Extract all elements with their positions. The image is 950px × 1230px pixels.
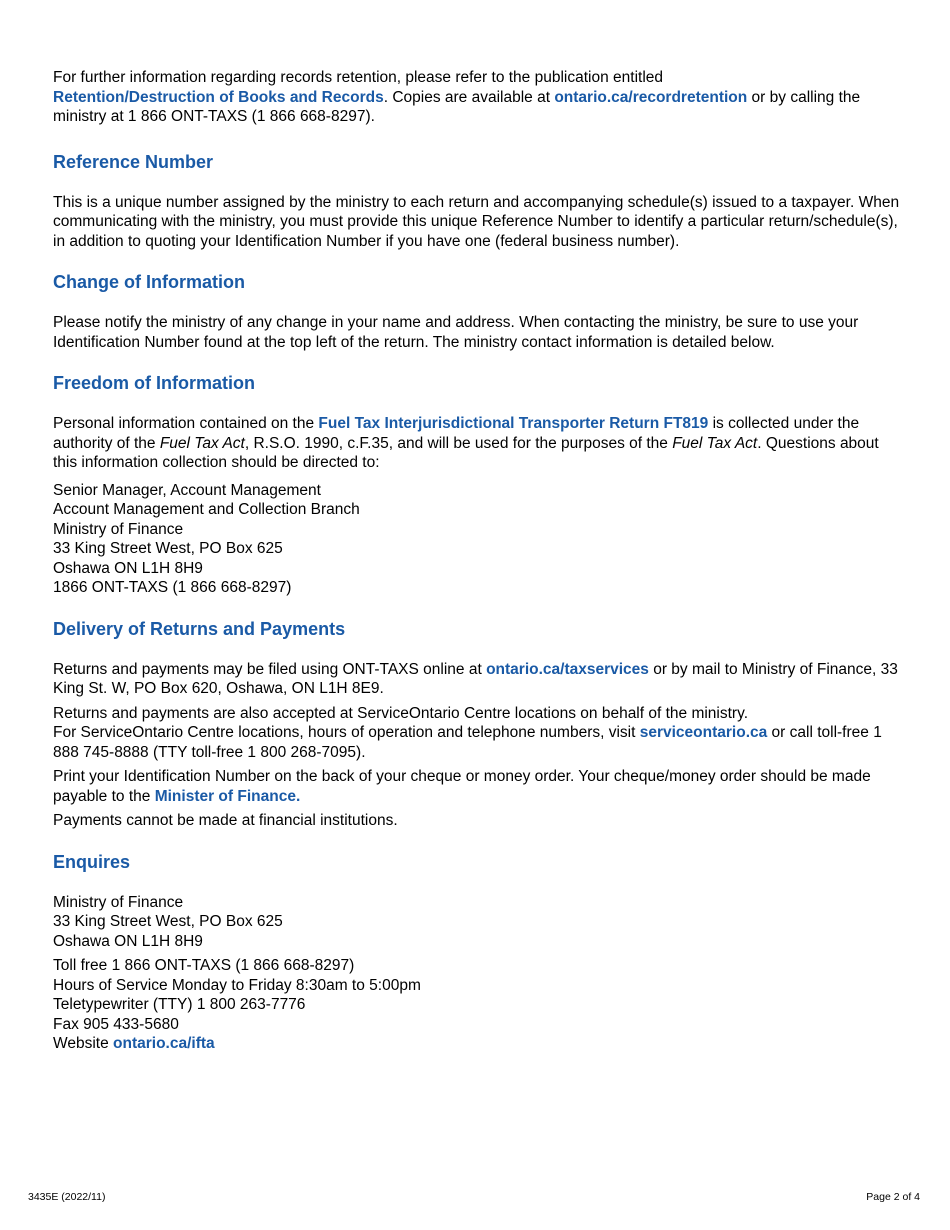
reference-number-body: This is a unique number assigned by the ministry to each return and accompanying schedule(s) issued to a taxpayer. When communicating with the ministry, you must provide this unique Reference Number to identify a particular return/schedule(s), in addition to quoting your Identification Number if you have one (federal business number). [53, 193, 900, 250]
enquires-address-block [53, 893, 903, 952]
change-of-information-body: Please notify the ministry of any change in your name and address. When contacting the ministry, be sure to use your Identification Number found at the top left of the return. The ministry contact information is detailed below. [53, 314, 859, 351]
delivery-paragraph-1 [53, 660, 903, 699]
form-identifier: 3435E (2022/11) [28, 1191, 106, 1203]
address-line: Ministry of Finance [53, 893, 184, 911]
address-line: Senior Manager, Account Management [53, 481, 321, 499]
enquires-contact-block [53, 956, 903, 1054]
address-line: Ministry of Finance [53, 520, 184, 538]
address-line: 33 King Street West, PO Box 625 [53, 913, 283, 930]
enquires-heading: Enquires [53, 851, 131, 872]
delivery-paragraph-3 [53, 767, 903, 806]
contact-line: Toll free 1 866 ONT-TAXS (1 866 668-8297) [53, 957, 355, 974]
minister-of-finance-link[interactable]: Minister of Finance. [154, 787, 301, 805]
foi-text-d: . Questions about this information collection should be directed to: [53, 434, 879, 471]
delivery-visit-text: For ServiceOntario Centre locations, hours of operation and telephone numbers, visit [53, 724, 640, 741]
delivery-cheque-text: Print your Identification Number on the back of your cheque or money order. Your cheque/money order should be made payable to the [53, 768, 871, 805]
foi-text-a: Personal information contained on the [53, 415, 319, 432]
contact-line: Teletypewriter (TTY) 1 800 263-7776 [53, 996, 306, 1013]
delivery-serviceontario-text: Returns and payments are also accepted at ServiceOntario Centre locations on behalf of the ministry. [53, 704, 748, 722]
ft819-return-link[interactable]: Fuel Tax Interjurisdictional Transporter Return FT819 [318, 415, 709, 432]
page-number: Page 2 of 4 [866, 1191, 920, 1203]
ifta-website-link[interactable]: ontario.ca/ifta [113, 1035, 215, 1052]
foi-paragraph [53, 414, 903, 473]
reference-number-heading: Reference Number [53, 151, 214, 172]
address-line: Oshawa ON L1H 8H9 [53, 559, 203, 577]
foi-text-c: , R.S.O. 1990, c.F.35, and will be used for the purposes of the [244, 434, 673, 452]
delivery-heading: Delivery of Returns and Payments [53, 618, 346, 639]
contact-line: Hours of Service Monday to Friday 8:30am to 5:00pm [53, 976, 421, 994]
delivery-text-b: or by mail to Ministry of Finance, 33 King St. W, PO Box 620, Oshawa, ON L1H 8E9. [53, 660, 898, 697]
change-of-information-heading: Change of Information [53, 272, 245, 292]
document-page [53, 68, 903, 1054]
freedom-of-information-heading: Freedom of Information [53, 373, 255, 393]
records-retention-paragraph [53, 68, 903, 127]
fuel-tax-act-title-2: Fuel Tax Act [672, 434, 758, 452]
records-tail-text: or by calling the ministry at 1 866 ONT-TAXS (1 866 668-8297). [53, 88, 861, 125]
foi-text-b: is collected under the authority of the [53, 415, 860, 452]
serviceontario-link[interactable]: serviceontario.ca [639, 724, 768, 741]
address-line: 33 King Street West, PO Box 625 [53, 540, 283, 557]
address-line: Oshawa ON L1H 8H9 [53, 932, 203, 950]
address-line: 1866 ONT-TAXS (1 866 668-8297) [53, 579, 292, 596]
records-intro-text: For further information regarding records retention, please refer to the publication entitled [53, 69, 664, 86]
delivery-paragraph-2 [53, 704, 903, 763]
delivery-text-a: Returns and payments may be filed using ONT-TAXS online at [53, 660, 487, 678]
address-line: Account Management and Collection Branch [53, 501, 360, 518]
recordretention-link[interactable]: ontario.ca/recordretention [554, 88, 748, 106]
delivery-paragraph-4: Payments cannot be made at financial institutions. [53, 812, 398, 829]
contact-line: Fax 905 433-5680 [53, 1015, 179, 1033]
website-line [53, 1034, 903, 1054]
fuel-tax-act-title: Fuel Tax Act [159, 434, 245, 452]
records-mid-text: . Copies are available at [383, 88, 555, 106]
foi-address-block [53, 481, 903, 598]
retention-publication-link[interactable]: Retention/Destruction of Books and Records [53, 88, 384, 106]
website-label: Website [53, 1035, 114, 1052]
taxservices-link[interactable]: ontario.ca/taxservices [486, 660, 649, 678]
delivery-call-text: or call toll-free 1 888 745-8888 (TTY toll-free 1 800 268-7095). [53, 724, 882, 761]
